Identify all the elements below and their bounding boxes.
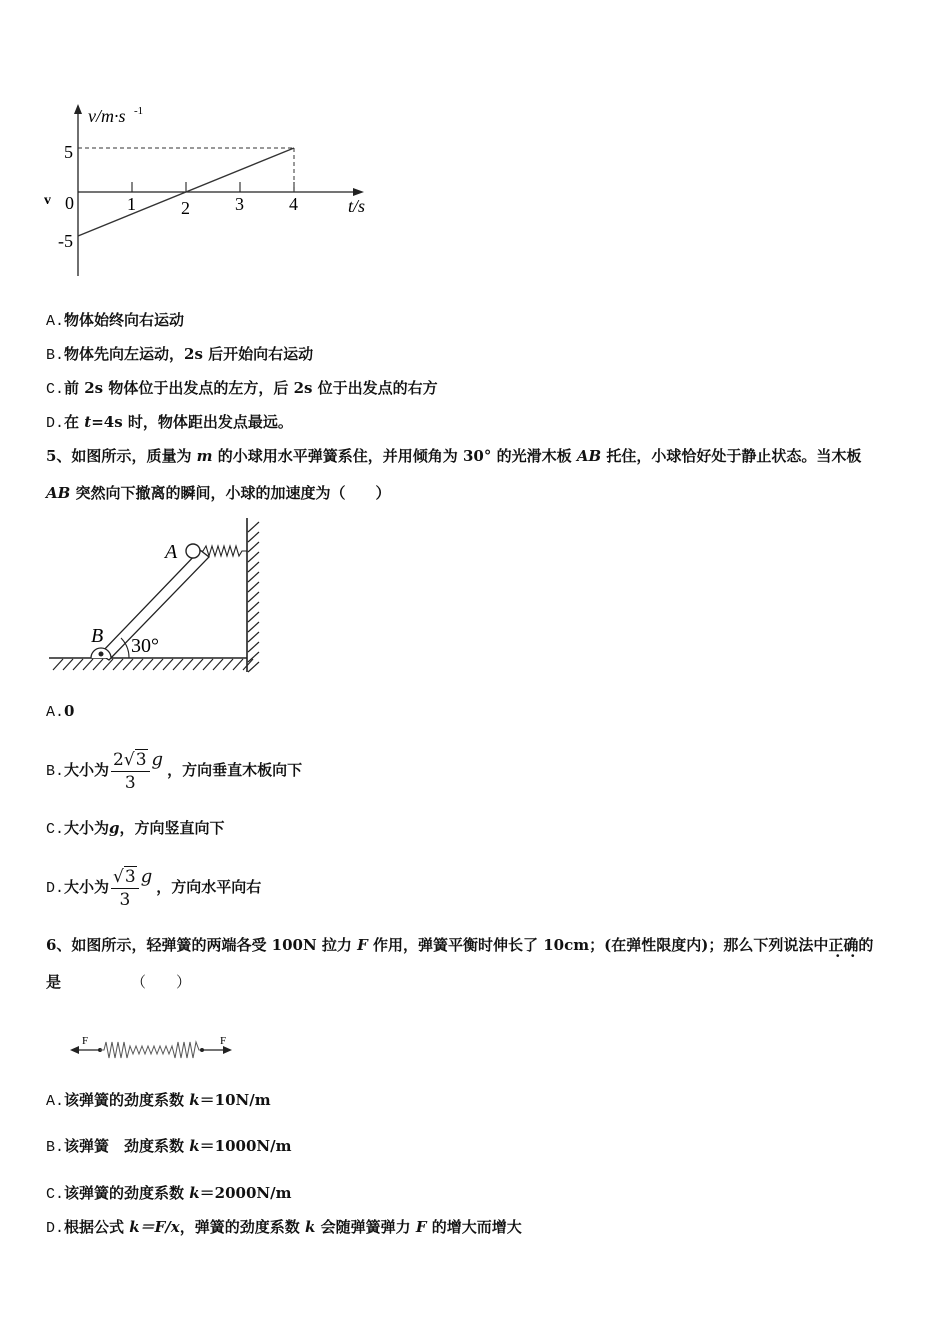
- v-axis-label: v/m·s: [88, 106, 126, 126]
- hatch-mark: [153, 659, 163, 670]
- hatch-mark: [203, 659, 213, 670]
- hatch-mark: [248, 562, 259, 572]
- option-text: =4s 时，物体距出发点最远。: [91, 413, 293, 431]
- hatch-mark: [133, 659, 143, 670]
- hatch-mark: [123, 659, 133, 670]
- fraction-2sqrt3-over-3: $\frac{2√3}{3}$: [111, 749, 150, 794]
- option-prefix: D.: [46, 880, 65, 897]
- option-prefix: C.: [46, 381, 65, 398]
- q5-option-b: [46, 738, 302, 794]
- option-text: 前 2s 物体位于出发点的左方，后 2s 位于出发点的右方: [64, 379, 438, 397]
- hatch-mark: [63, 659, 73, 670]
- emphasis-char: 正: [828, 936, 844, 954]
- option-prefix: C.: [46, 821, 65, 838]
- option-text: ＝10N/m: [199, 1091, 271, 1109]
- option-text: 大小为: [64, 761, 110, 779]
- spring: [200, 546, 247, 556]
- right-f-label: F: [220, 1035, 227, 1047]
- hatch-mark: [183, 659, 193, 670]
- hatch-mark: [233, 659, 243, 670]
- option-text: 该弹簧 劲度系数: [64, 1137, 190, 1155]
- option-text: 该弹簧的劲度系数: [64, 1091, 190, 1109]
- q6-option-c: [46, 1183, 291, 1205]
- text: 突然向下撤离的瞬间，小球的加速度为（ ）: [70, 484, 391, 502]
- t-tick-label: 2: [181, 198, 190, 218]
- denominator: 3: [119, 889, 131, 910]
- hatch-mark: [73, 659, 83, 670]
- q6-option-b: [46, 1136, 291, 1158]
- hatch-mark: [248, 572, 259, 582]
- var-k: k: [304, 1218, 316, 1236]
- option-text: 会随弹簧弹力: [315, 1218, 416, 1236]
- option-text: 的增大而增大: [426, 1218, 522, 1236]
- radicand: 3: [135, 749, 147, 770]
- var-k: k: [189, 1184, 200, 1202]
- hatch-mark: [248, 602, 259, 612]
- option-prefix: D.: [46, 1220, 65, 1237]
- hinge-pin: [99, 652, 104, 657]
- v-axis-label-exp: -1: [134, 105, 144, 117]
- option-prefix: B.: [46, 1139, 65, 1156]
- option-prefix: A.: [46, 313, 65, 330]
- hatch-mark: [173, 659, 183, 670]
- right-arrowhead: [223, 1046, 232, 1054]
- text: 是: [46, 973, 62, 991]
- var-g: g: [109, 819, 120, 837]
- radicand: 3: [124, 866, 136, 887]
- hatch-mark: [248, 622, 259, 632]
- option-text: 大小为: [64, 819, 110, 837]
- left-arrowhead: [70, 1046, 79, 1054]
- ground-hatch: [53, 659, 253, 670]
- option-text: 物体始终向右运动: [64, 311, 185, 329]
- hatch-mark: [248, 532, 259, 542]
- option-text: ＝1000N/m: [199, 1137, 292, 1155]
- option-text: 物体先向左运动，2s 后开始向右运动: [64, 345, 314, 363]
- wall-hatch: [248, 522, 259, 672]
- denominator: 3: [124, 772, 136, 793]
- var-k: k: [189, 1137, 200, 1155]
- incline-spring-figure: [45, 512, 275, 678]
- hatch-mark: [248, 652, 259, 662]
- option-text: 大小为: [64, 878, 110, 896]
- hatch-mark: [53, 659, 63, 670]
- emphasis-char: 确: [843, 936, 859, 954]
- var-ab: AB: [46, 484, 71, 502]
- option-text: ，方向竖直向下: [119, 819, 225, 837]
- option-prefix: A.: [46, 704, 65, 721]
- fraction-sqrt3-over-3: $\frac{√3}{3}$: [111, 866, 139, 911]
- option-text: ＝2000N/m: [199, 1184, 292, 1202]
- var-m: m: [196, 447, 213, 465]
- hatch-mark: [83, 659, 93, 670]
- angle-label: 30°: [131, 635, 159, 657]
- velocity-time-graph: [40, 100, 380, 285]
- hatch-mark: [248, 612, 259, 622]
- var-g: g: [140, 866, 153, 887]
- numerator-coef: 2: [113, 749, 124, 770]
- q5-option-d: [46, 855, 261, 911]
- option-text: ，方向水平向右: [156, 878, 262, 896]
- v-tick-neg5: -5: [58, 231, 73, 251]
- q6-stem-line2: [46, 972, 191, 992]
- option-text: 根据公式: [64, 1218, 130, 1236]
- hatch-mark: [103, 659, 113, 670]
- option-prefix: D.: [46, 415, 65, 432]
- hatch-mark: [223, 659, 233, 670]
- hatch-mark: [163, 659, 173, 670]
- text: 作用，弹簧平衡时伸长了 10cm；(在弹性限度内)；那么下列说法中: [367, 936, 829, 954]
- t-axis-label: t/s: [348, 196, 366, 216]
- q5-option-c: [46, 818, 225, 840]
- option-prefix: B.: [46, 763, 65, 780]
- v-tick-5: 5: [64, 142, 73, 162]
- q6-stem-line1: [46, 935, 873, 955]
- v-tick-0: 0: [65, 193, 74, 213]
- spring-force-figure: [68, 1032, 238, 1066]
- hatch-mark: [248, 552, 259, 562]
- option-prefix: A.: [46, 1093, 65, 1110]
- option-text: 该弹簧的劲度系数: [64, 1184, 190, 1202]
- t-ticks: [127, 182, 298, 218]
- var-f: F: [357, 936, 368, 954]
- label-a: A: [165, 541, 178, 563]
- var-t: t: [84, 413, 92, 431]
- answer-paren: （ ）: [131, 973, 192, 991]
- t-tick-label: 4: [289, 194, 298, 214]
- var-f: F: [415, 1218, 427, 1236]
- text: 的小球用水平弹簧系住，并用倾角为 30° 的光滑木板: [212, 447, 577, 465]
- q5-stem-line1: [46, 446, 861, 466]
- side-mark: v: [44, 193, 51, 208]
- var-k: k: [189, 1091, 200, 1109]
- var-ab: AB: [576, 447, 602, 465]
- text: 5、如图所示，质量为: [46, 447, 197, 465]
- q4-option-d: [46, 412, 293, 434]
- q4-option-a: [46, 310, 184, 332]
- ball: [186, 544, 200, 558]
- v-axis-arrow: [74, 104, 82, 114]
- hatch-mark: [213, 659, 223, 670]
- var-g: g: [151, 749, 164, 770]
- hatch-mark: [143, 659, 153, 670]
- hatch-mark: [248, 582, 259, 592]
- q6-option-d: [46, 1217, 522, 1239]
- option-text: 在: [64, 413, 85, 431]
- q5-stem-line2: [46, 483, 391, 503]
- option-prefix: C.: [46, 1186, 65, 1203]
- q6-option-a: [46, 1090, 271, 1112]
- hatch-mark: [248, 542, 259, 552]
- q5-option-a: [46, 701, 74, 723]
- text: 的: [858, 936, 874, 954]
- text: 6、如图所示，轻弹簧的两端各受 100N 拉力: [46, 936, 358, 954]
- t-tick-label: 1: [127, 194, 136, 214]
- formula: k＝F/x: [129, 1218, 180, 1236]
- hatch-mark: [248, 592, 259, 602]
- hatch-mark: [193, 659, 203, 670]
- spring-coil: [100, 1042, 202, 1058]
- q4-option-c: [46, 378, 438, 400]
- option-text: 0: [64, 702, 75, 720]
- hatch-mark: [248, 522, 259, 532]
- text: 托住，小球恰好处于静止状态。当木板: [601, 447, 862, 465]
- t-tick-label: 3: [235, 194, 244, 214]
- hatch-mark: [93, 659, 103, 670]
- option-prefix: B.: [46, 347, 65, 364]
- left-f-label: F: [82, 1035, 89, 1047]
- option-text: ，弹簧的劲度系数: [179, 1218, 305, 1236]
- t-axis-arrow: [353, 188, 364, 196]
- option-text: ，方向垂直木板向下: [167, 761, 303, 779]
- hatch-mark: [113, 659, 123, 670]
- hatch-mark: [248, 642, 259, 652]
- label-b: B: [91, 625, 104, 647]
- hatch-mark: [248, 632, 259, 642]
- q4-option-b: [46, 344, 313, 366]
